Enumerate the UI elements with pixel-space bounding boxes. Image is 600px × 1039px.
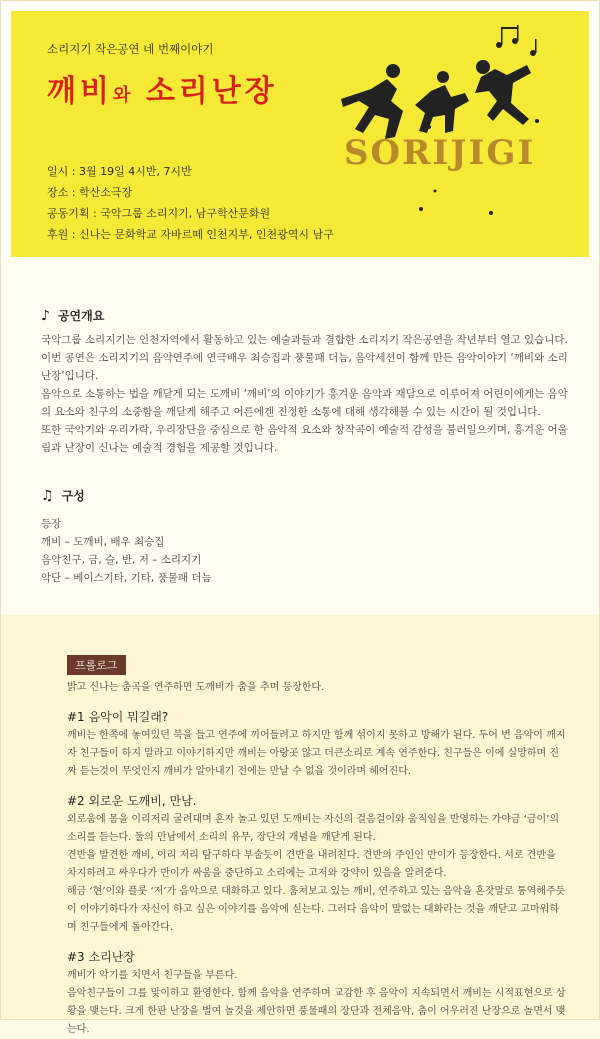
prologue-text: 밝고 신나는 춤곡을 연주하면 도깨비가 춤을 추며 등장한다. — [67, 682, 325, 693]
episode-3-text: 음악친구들이 그를 맞이하고 환영한다. 함께 음악을 연주하며 교감한 후 음악이 지속되면서 깨비는 시적표현으로 상황을 맺는다. 크게 한판 난장을 벌여 놀것을 제안하면 풍물패의 장단과 전체음악, 춤이 어우러진 난장으로 놀면서 맺는다. — [67, 988, 566, 1035]
episode-3-title: #3 소리난장 — [67, 950, 135, 964]
story-body — [67, 679, 567, 1039]
episode-1-title: #1 음악이 뭐길래? — [67, 710, 169, 724]
music-notes-icon — [496, 25, 537, 56]
title-part-main: 깨비 — [47, 74, 113, 109]
cast-line: 악단 – 베이스기타, 기타, 풍물패 더늠 — [41, 572, 212, 584]
episode-2-text: 해금 ‘현’이와 플룻 ‘저’가 음악으로 대화하고 있다. 훔쳐보고 있는 깨비, 연주하고 있는 음악을 혼잣말로 통역해주듯이 이야기하다가 자신이 하고 싶은 이야기를 음악에 싣는다. 그러다 음악이 말없는 대화라는 것을 깨닫고 고마워하며 친구들에게 돌아간다. — [67, 886, 566, 933]
sorijigi-logo-text: SORIJIGI — [344, 133, 536, 173]
info-date: 일시 : 3월 19일 4시반, 7시반 — [47, 165, 192, 178]
eighth-note-icon: ♪ — [41, 307, 50, 324]
info-sponsor: 후원 : 신나는 문화학교 자바르떼 인천지부, 인천광역시 남구 — [47, 228, 334, 241]
overview-paragraph: 국악그룹 소리지기는 인천지역에서 활동하고 있는 예술과들과 결합한 소리지기 작은공연을 작년부터 열고 있습니다. 이번 공연은 소리지기의 음악연주에 연극배우 최승집과 풍물패 더늠, 음악세션이 함께 만든 음악이야기 ‘깨비와 소리난장’입니다. — [41, 334, 568, 382]
episode-2-text: 견반을 발견한 깨비, 이리 저리 탐구하다 부술듯이 견반을 내려친다. 견반의 주인인 반이가 등장한다. 서로 견반을 차지하려고 싸우다가 반이가 싸움을 중단하고 소리에는 고저와 강약이 있음을 알려준다. — [67, 850, 556, 879]
info-organizer: 공동기획 : 국악그룹 소리지기, 남구학산문화원 — [47, 207, 271, 220]
episode-3-text: 깨비가 악기를 치면서 친구들을 부른다. — [67, 970, 238, 981]
beamed-notes-icon: ♫ — [41, 487, 54, 504]
cast-line: 깨비 – 도깨비, 배우 최승집 — [41, 536, 165, 548]
prologue-badge: 프롤로그 — [67, 655, 126, 675]
composition-heading-text: 구성 — [61, 489, 85, 503]
figure-left — [341, 79, 403, 139]
header-area — [1, 1, 599, 259]
episode-1-text: 깨비는 한쪽에 놓여있던 북을 들고 연주에 끼어들려고 하지만 함께 섞이지 못하고 방해가 된다. 두어 번 음악이 깨지자 친구들이 하지 말라고 이야기하지만 깨비는 아랑곳 않고 더큰소리로 계속 연주한다. 친구들은 이에 실망하며 진짜 듣는것이 무엇인지 깨비가 알아내기 전에는 만날 수 없을 것이라며 헤어진다. — [67, 730, 566, 777]
intro-section — [1, 259, 599, 615]
overview-heading-text: 공연개요 — [57, 309, 105, 323]
performance-subtitle: 소리지기 작은공연 네 번째이야기 — [47, 42, 214, 56]
overview-heading — [41, 307, 104, 324]
dancing-figures-illustration — [331, 19, 571, 229]
overview-text — [41, 331, 571, 457]
event-info — [47, 161, 334, 245]
title-part-end: 소리난장 — [145, 74, 278, 109]
episode-2-title: #2 외로운 도깨비, 만남. — [67, 794, 197, 808]
title-part-mid: 와 — [112, 85, 132, 106]
overview-paragraph: 음악으로 소통하는 법을 깨닫게 되는 도깨비 ‘깨비’의 이야기가 흥겨운 음악과 재담으로 이루어져 어린이에게는 음악의 요소와 친구의 소중함을 깨닫게 해주고 어른에겐 진정한 소통에 대해 생각해볼 수 있는 시간이 될 것입니다. — [41, 388, 568, 418]
story-section — [1, 615, 599, 1035]
overview-paragraph: 또한 국악기와 우리가락, 우리장단을 중심으로 한 음악적 요소와 창작곡이 예술적 감성을 불러일으키며, 흥겨운 어울림과 난장이 신나는 예술적 경험을 제공할 것입니다. — [41, 424, 568, 454]
performance-title — [47, 66, 278, 110]
figure-right — [475, 65, 531, 125]
cast-line: 등장 — [41, 518, 62, 530]
info-venue: 장소 : 학산소극장 — [47, 186, 133, 199]
figure-middle — [415, 85, 469, 133]
cast-list — [41, 515, 571, 587]
episode-2-text: 외로움에 몸을 이리저리 굴려대며 혼자 놀고 있던 도깨비는 자신의 걸음걸이와 움직임을 반영하는 가야금 ‘금이’의 소리를 듣는다. 둘의 만남에서 소리의 유무, 장단의 개념을 깨닫게 된다. — [67, 814, 560, 843]
cast-line: 음악친구, 금, 슬, 반, 저 – 소리지기 — [41, 554, 202, 566]
composition-heading — [41, 487, 85, 504]
